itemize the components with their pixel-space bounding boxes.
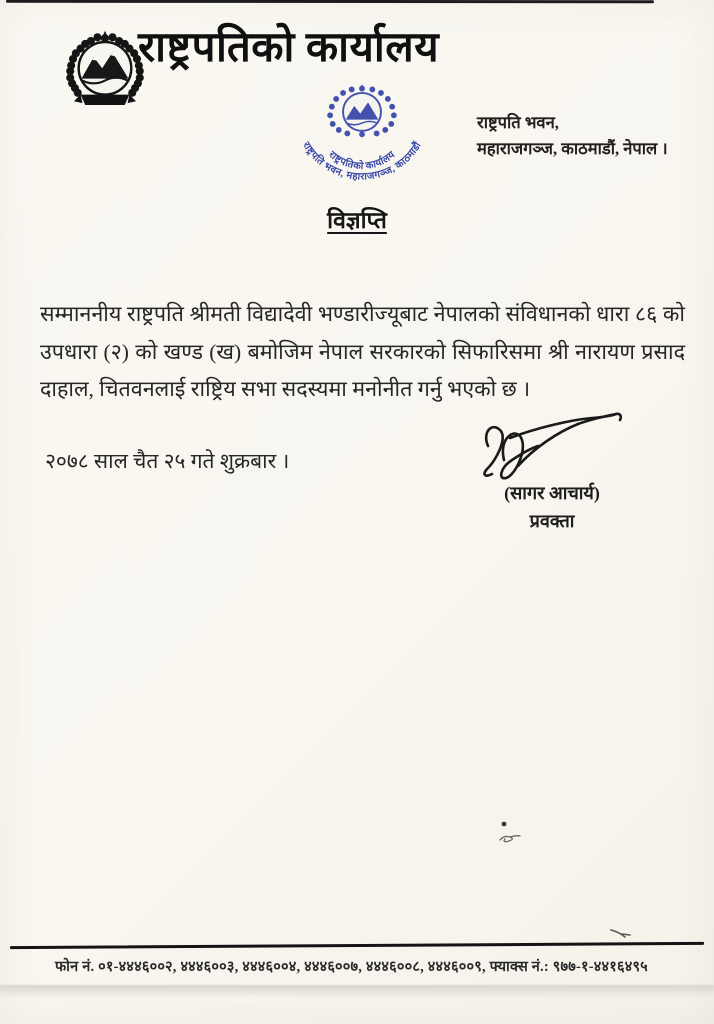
body-line-3: दाहाल, चितवनलाई राष्ट्रिय सभा सदस्यमा मनोनीत गर्नु भएको छ । xyxy=(40,377,531,401)
address-line-2: महाराजगञ्ज, काठमाडौं, नेपाल । xyxy=(477,139,668,158)
signature-icon xyxy=(474,408,642,488)
scan-edge-line xyxy=(6,0,654,3)
ink-mark-icon xyxy=(490,816,526,852)
footer-contact: फोन नं. ०१-४४४६००२, ४४४६००३, ४४४६००४, ४४४६००७, ४४४६००८, ४४४६००९, फ्याक्स नं.: ९७७-१-४४१६४९५ xyxy=(55,959,648,975)
body-line-1: सम्माननीय राष्ट्रपति श्रीमती विद्यादेवी भण्डारीज्यूबाट नेपालको संविधानको धारा ८६ को xyxy=(40,302,685,326)
stamp-outer-arc-text: राष्ट्रपति भवन, महाराजगञ्ज, काठमाडौं xyxy=(300,140,424,183)
office-address xyxy=(477,110,668,162)
footer-divider xyxy=(10,942,704,949)
notice-heading xyxy=(0,203,714,235)
signatory-role: प्रवक्ता xyxy=(529,511,575,531)
date-line: २०७८ साल चैत २५ गते शुक्रबार । xyxy=(45,449,290,473)
office-stamp-icon xyxy=(286,80,438,192)
pen-squiggle-icon xyxy=(608,926,636,942)
notice-body xyxy=(40,296,685,409)
scan-bottom-shadow xyxy=(0,985,714,998)
stamp-inner-arc-text: राष्ट्रपतिको कार्यालय xyxy=(326,149,398,173)
notice-heading-text: विज्ञप्ति xyxy=(327,208,387,233)
office-title: राष्ट्रपतिको कार्यालय xyxy=(138,25,440,71)
svg-text:राष्ट्रपति भवन, महाराजगञ्ज, का xyxy=(300,139,424,183)
body-line-2: उपधारा (२) को खण्ड (ख) बमोजिम नेपाल सरकारको सिफारिसमा श्री नारायण प्रसाद xyxy=(40,339,685,364)
signatory-name: (सागर आचार्य) xyxy=(504,483,600,503)
address-line-1: राष्ट्रपति भवन, xyxy=(477,113,559,132)
